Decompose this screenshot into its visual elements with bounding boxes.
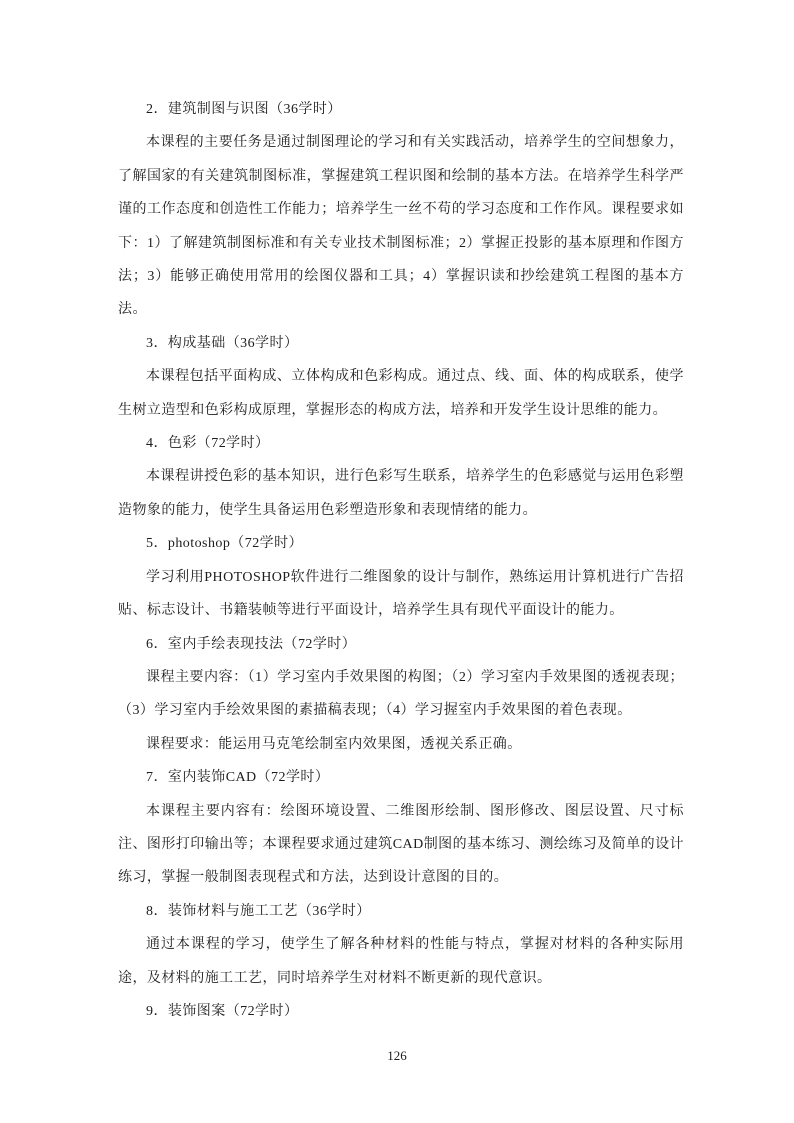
course-9-heading: 9．装饰图案（72学时） — [146, 1003, 299, 1019]
course-6-heading: 6．室内手绘表现技法（72学时） — [146, 636, 357, 652]
course-6-content: 课程主要内容：（1）学习室内手效果图的构图；（2）学习室内手效果图的透视表现；（3）学习室内手绘效果图的素描稿表现；（4）学习握室内手效果图的着色表现。 — [118, 669, 684, 719]
document-body — [118, 93, 684, 1028]
course-5-heading: 5．photoshop（72学时） — [146, 536, 303, 552]
course-5-description: 学习利用PHOTOSHOP软件进行二维图象的设计与制作，熟练运用计算机进行广告招贴、标志设计、书籍装帧等进行平面设计，培养学生具有现代平面设计的能力。 — [118, 569, 684, 619]
course-8-description: 通过本课程的学习，使学生了解各种材料的性能与特点，掌握对材料的各种实际用途，及材料的施工工艺，同时培养学生对材料不断更新的现代意识。 — [118, 937, 684, 986]
course-4-heading: 4．色彩（72学时） — [146, 436, 270, 452]
course-3-description: 本课程包括平面构成、立体构成和色彩构成。通过点、线、面、体的构成联系，使学生树立造型和色彩构成原理，掌握形态的构成方法，培养和开发学生设计思维的能力。 — [118, 369, 684, 418]
course-7-heading: 7．室内装饰CAD（72学时） — [146, 770, 330, 786]
course-2-description: 本课程的主要任务是通过制图理论的学习和有关实践活动，培养学生的空间想象力，了解国家的有关建筑制图标准，掌握建筑工程识图和绘制的基本方法。在培养学生科学严谨的工作态度和创造性工作能力；培养学生一丝不苟的学习态度和工作作风。课程要求如下：1）了解建筑制图标准和有关专业技术制图标准；2）掌握正投影的基本原理和作图方法；3）能够正确使用常用的绘图仪器和工具；4）掌握识读和抄绘建筑工程图的基本方法。 — [118, 135, 684, 318]
course-7-description: 本课程主要内容有：绘图环境设置、二维图形绘制、图形修改、图层设置、尺寸标注、图形打印输出等；本课程要求通过建筑CAD制图的基本练习、测绘练习及简单的设计练习，掌握一般制图表现程式和方法，达到设计意图的目的。 — [118, 803, 684, 886]
course-2-heading: 2．建筑制图与识图（36学时） — [146, 102, 342, 117]
course-6-requirements: 课程要求：能运用马克笔绘制室内效果图，透视关系正确。 — [146, 736, 522, 752]
page-number: 126 — [387, 1048, 407, 1063]
course-3-heading: 3．构成基础（36学时） — [146, 335, 299, 351]
course-4-description: 本课程讲授色彩的基本知识，进行色彩写生联系，培养学生的色彩感觉与运用色彩塑造物象的能力，使学生具备运用色彩塑造形象和表现情绪的能力。 — [118, 469, 684, 518]
course-8-heading: 8．装饰材料与施工工艺（36学时） — [146, 903, 371, 919]
